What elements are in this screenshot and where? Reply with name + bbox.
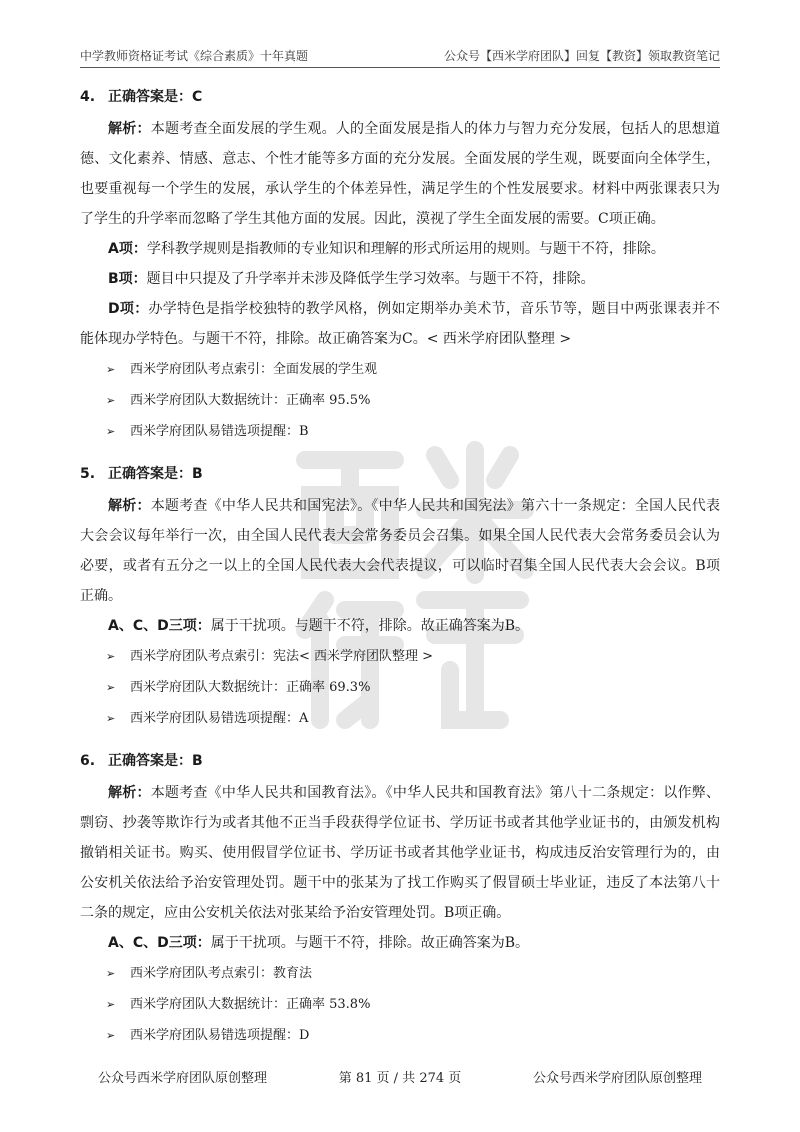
arrowhead-bullet-icon: ➢ (106, 998, 116, 1011)
paragraph-text: 本题考查《中华人民共和国宪法》。《中华人民共和国宪法》第六十一条规定：全国人民代表大会会议每年举行一次，由全国人民代表大会常务委员会召集。如果全国人民代表大会常务委员会认为必要，或者有五分之一以上的全国人民代表大会代表提议，可以临时召集全国人民代表大会会议。B项正确。 (80, 498, 721, 604)
page-header (80, 44, 720, 64)
paragraph-lead: 解析： (108, 498, 151, 514)
header-divider (80, 67, 720, 68)
paragraph-lead: B项： (108, 271, 147, 287)
correct-answer: 正确答案是：B (108, 753, 203, 769)
page-number: 第 81 页 / 共 274 页 (338, 1070, 462, 1086)
arrowhead-bullet-icon: ➢ (106, 681, 116, 694)
option-paragraph (80, 294, 720, 354)
paragraph-lead: A、C、D三项： (108, 618, 211, 634)
answer-heading (80, 457, 720, 491)
question-block (80, 457, 720, 734)
bullet-text: 西米学府团队易错选项提醒：D (130, 1028, 310, 1043)
info-bullet (80, 641, 720, 672)
info-bullet (80, 1020, 720, 1051)
arrowhead-bullet-icon: ➢ (106, 967, 116, 980)
answer-heading (80, 80, 720, 114)
info-bullet (80, 703, 720, 734)
bullet-text: 西米学府团队易错选项提醒：A (130, 711, 309, 726)
info-bullet (80, 958, 720, 989)
question-number: 6. (80, 753, 96, 769)
info-bullet (80, 354, 720, 385)
option-paragraph (80, 234, 720, 264)
main-content (80, 80, 720, 1051)
paragraph-text: 本题考查全面发展的学生观。人的全面发展是指人的体力与智力充分发展，包括人的思想道德、文化素养、情感、意志、个性才能等多方面的充分发展。全面发展的学生观，既要面向全体学生，也要重视每一个学生的发展，承认学生的个体差异性，满足学生的个性发展要求。材料中两张课表只为了学生的升学率而忽略了学生其他方面的发展。因此，漠视了学生全面发展的需要。C项正确。 (80, 121, 721, 227)
paragraph-lead: A项： (108, 241, 147, 257)
bullet-text: 西米学府团队易错选项提醒：B (130, 424, 309, 439)
paragraph-text: 本题考查《中华人民共和国教育法》。《中华人民共和国教育法》第八十二条规定：以作弊、剽窃、抄袭等欺诈行为或者其他不正当手段获得学位证书、学历证书或者其他学业证书的，由颁发机构撤销相关证书。购买、使用假冒学位证书、学历证书或者其他学业证书，构成违反治安管理行为的，由公安机关依法给予治安管理处罚。题干中的张某为了找工作购买了假冒硕士毕业证，违反了本法第八十二条的规定，应由公安机关依法对张某给予治安管理处罚。B项正确。 (80, 785, 721, 921)
analysis-paragraph (80, 491, 720, 611)
paragraph-text: 属于干扰项。与题干不符，排除。故正确答案为B。 (210, 618, 530, 634)
arrowhead-bullet-icon: ➢ (106, 712, 116, 725)
question-block (80, 80, 720, 447)
footer-left-text: 公众号西米学府团队原创整理 (98, 1070, 268, 1086)
header-left-text: 中学教师资格证考试《综合素质》十年真题 (80, 49, 309, 63)
info-bullet (80, 385, 720, 416)
paragraph-lead: 解析： (108, 785, 151, 801)
arrowhead-bullet-icon: ➢ (106, 650, 116, 663)
option-paragraph (80, 928, 720, 958)
question-number: 4. (80, 89, 96, 105)
bullet-text: 西米学府团队大数据统计：正确率 95.5% (130, 393, 371, 408)
info-bullet (80, 989, 720, 1020)
paragraph-text: 题目中只提及了升学率并未涉及降低学生学习效率。与题干不符，排除。 (146, 271, 595, 287)
answer-heading (80, 744, 720, 778)
bullet-text: 西米学府团队考点索引：教育法 (130, 966, 313, 981)
paragraph-lead: 解析： (108, 121, 151, 137)
bullet-text: 西米学府团队大数据统计：正确率 69.3% (130, 680, 371, 695)
correct-answer: 正确答案是：C (108, 89, 203, 105)
bullet-text: 西米学府团队考点索引：全面发展的学生观 (130, 362, 378, 377)
page-footer (98, 1066, 702, 1086)
arrowhead-bullet-icon: ➢ (106, 425, 116, 438)
option-paragraph (80, 611, 720, 641)
arrowhead-bullet-icon: ➢ (106, 1029, 116, 1042)
correct-answer: 正确答案是：B (108, 466, 203, 482)
header-right-text: 公众号【西米学府团队】回复【教资】领取教资笔记 (443, 49, 720, 63)
bullet-text: 西米学府团队考点索引：宪法< 西米学府团队整理 > (130, 649, 434, 664)
analysis-paragraph (80, 778, 720, 928)
arrowhead-bullet-icon: ➢ (106, 363, 116, 376)
footer-right-text: 公众号西米学府团队原创整理 (532, 1070, 702, 1086)
arrowhead-bullet-icon: ➢ (106, 394, 116, 407)
paragraph-text: 办学特色是指学校独特的教学风格，例如定期举办美术节，音乐节等，题目中两张课表并不能体现办学特色。与题干不符，排除。故正确答案为C。< 西米学府团队整理 > (80, 301, 721, 347)
paragraph-text: 属于干扰项。与题干不符，排除。故正确答案为B。 (210, 935, 530, 951)
bullet-text: 西米学府团队大数据统计：正确率 53.8% (130, 997, 371, 1012)
info-bullet (80, 672, 720, 703)
question-block (80, 744, 720, 1051)
analysis-paragraph (80, 114, 720, 234)
option-paragraph (80, 264, 720, 294)
question-number: 5. (80, 466, 96, 482)
paragraph-lead: D项： (108, 301, 149, 317)
paragraph-lead: A、C、D三项： (108, 935, 211, 951)
info-bullet (80, 416, 720, 447)
paragraph-text: 学科教学规则是指教师的专业知识和理解的形式所运用的规则。与题干不符，排除。 (146, 241, 665, 257)
